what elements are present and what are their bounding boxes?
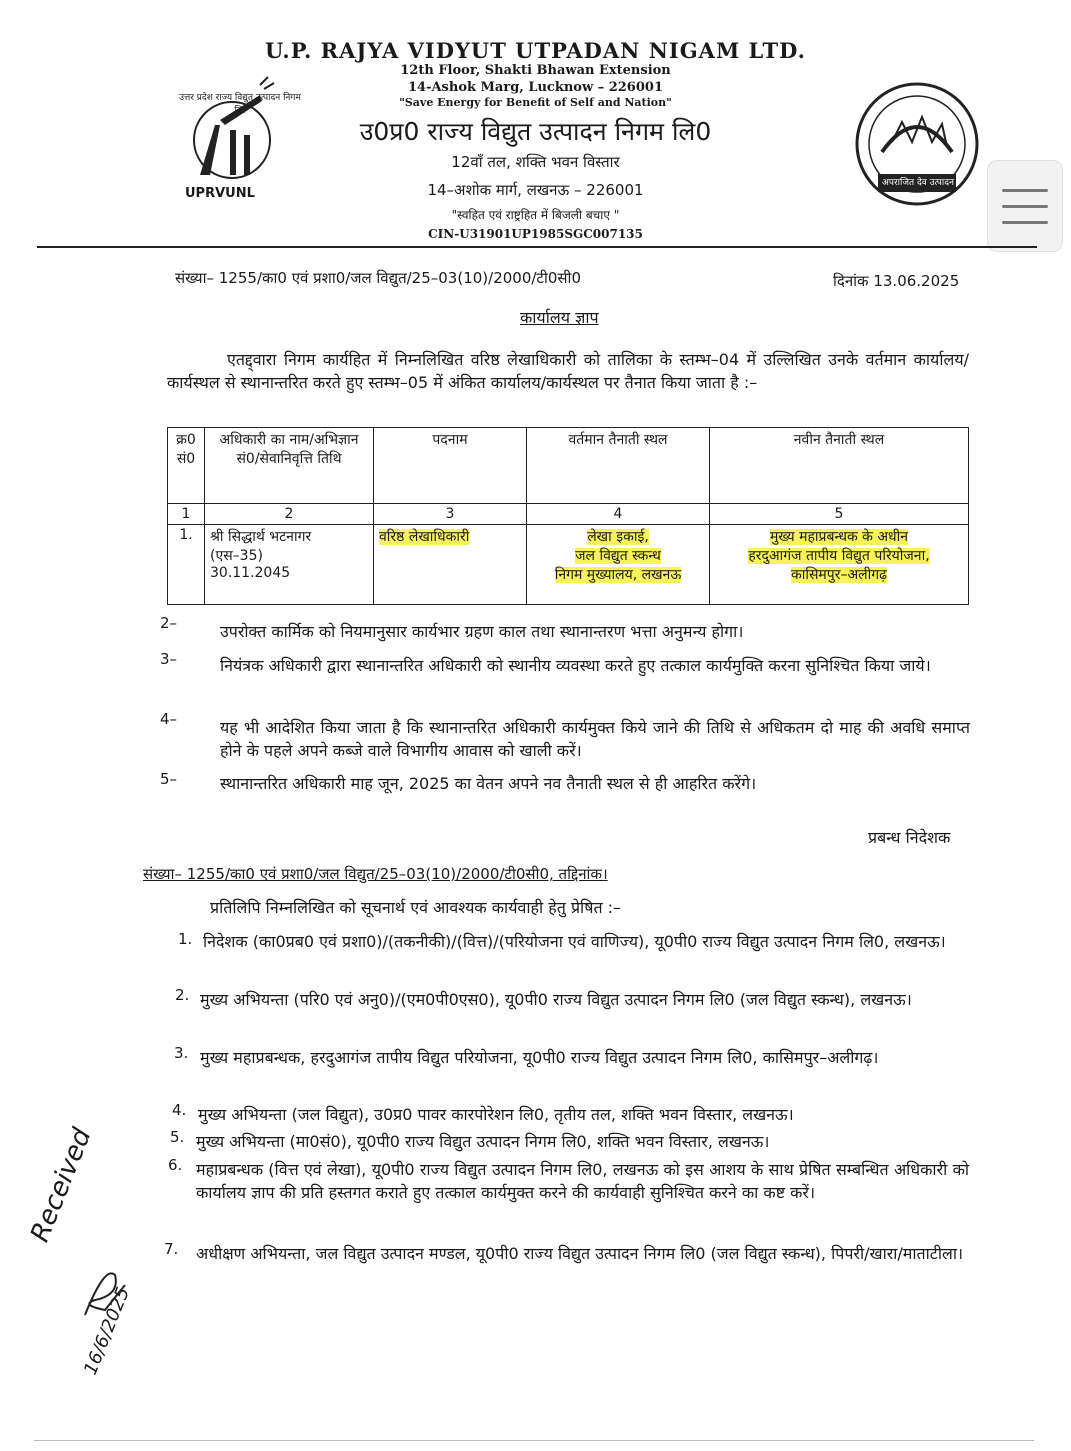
col-number: 1 (168, 504, 205, 525)
copy-intro: प्रतिलिपि निम्नलिखित को सूचनार्थ एवं आवश्यक कार्यवाही हेतु प्रेषित :– (210, 898, 622, 917)
header-sno: क्र0 सं0 (168, 428, 205, 504)
logo-caption: UPRVUNL (185, 186, 255, 201)
copy-item-number: 1. (178, 930, 193, 948)
seal-text: अपराजित देव उत्पादन (882, 178, 954, 188)
copy-item-text: मुख्य अभियन्ता (मा0सं0), यू0पी0 राज्य विद्युत उत्पादन निगम लि0, शक्ति भवन विस्तार, लखनऊ। (196, 1132, 770, 1151)
letterhead-divider (37, 246, 1037, 248)
handwritten-date: 16/6/2025 (80, 1284, 135, 1378)
cin-number: CIN-U31901UP1985SGC007135 (428, 227, 643, 241)
reference-number: संख्या– 1255/का0 एवं प्रशा0/जल विद्युत/25–03(10)/2000/टी0सी0 (175, 269, 581, 287)
header-name: अधिकारी का नाम/अभिज्ञान सं0/सेवानिवृत्ति तिथि (205, 428, 374, 504)
copy-item-number: 2. (175, 986, 190, 1004)
header-new-posting: नवीन तैनाती स्थल (710, 428, 969, 504)
copy-item-number: 4. (172, 1101, 187, 1119)
copy-item-text: मुख्य अभियन्ता (जल विद्युत), उ0प्र0 पावर कारपोरेशन लि0, तृतीय तल, शक्ति भवन विस्तार, लखनऊ। (198, 1105, 794, 1124)
current-posting-line-1: लेखा इकाई, (587, 529, 649, 545)
slogan-en: "Save Energy for Benefit of Self and Nation" (399, 96, 672, 109)
point-number: 5– (160, 770, 178, 788)
logo-ring-text: उत्तर प्रदेश राज्य विद्युत उत्पादन निगम लि. (179, 93, 301, 116)
officer-cell (205, 525, 374, 605)
current-posting-line-2: जल विद्युत स्कन्ध (575, 548, 661, 564)
point-text: यह भी आदेशित किया जाता है कि स्थानान्तरित अधिकारी कार्यमुक्त किये जाने की तिथि से अधिकतम दो माह की अवधि समाप्त होने के पहले अपने कब्जे वाले विभागीय आवास को खाली करें। (220, 718, 970, 760)
address-en-2: 14-Ashok Marg, Lucknow – 226001 (407, 80, 663, 95)
copy-item-text: अधीक्षण अभियन्ता, जल विद्युत उत्पादन मण्डल, यू0पी0 राज्य विद्युत उत्पादन निगम लि0 (जल विद्युत स्कन्ध), पिपरी/खारा/माताटीला। (196, 1244, 964, 1263)
officer-designation: वरिष्ठ लेखाधिकारी (379, 529, 470, 545)
address-hi-1: 12वाँ तल, शक्ति भवन विस्तार (451, 153, 620, 171)
company-name-hi: उ0प्र0 राज्य विद्युत उत्पादन निगम लि0 (359, 117, 712, 146)
point-number: 3– (160, 650, 178, 668)
table-row (168, 525, 969, 605)
header-current-posting: वर्तमान तैनाती स्थल (527, 428, 710, 504)
signatory-title: प्रबन्ध निदेशक (868, 828, 951, 847)
copy-reference: संख्या– 1255/का0 एवं प्रशा0/जल विद्युत/25–03(10)/2000/टी0सी0, तद्दिनांक। (143, 865, 608, 883)
hamburger-bar (1002, 221, 1048, 224)
copy-item-number: 6. (168, 1156, 183, 1174)
transfer-table (167, 427, 969, 605)
officer-name: श्री सिद्धार्थ भटनागर (210, 529, 312, 545)
point-text: उपरोक्त कार्मिक को नियमानुसार कार्यभार ग्रहण काल तथा स्थानान्तरण भत्ता अनुमन्य होगा। (220, 622, 744, 641)
point-number: 2– (160, 614, 178, 632)
handwritten-received-note (20, 1124, 190, 1378)
row-sno: 1. (168, 525, 205, 605)
col-number: 5 (710, 504, 969, 525)
designation-cell (374, 525, 527, 605)
col-number: 2 (205, 504, 374, 525)
point-number: 4– (160, 710, 178, 728)
handwritten-received: Received (25, 1124, 98, 1247)
copy-item-number: 5. (170, 1128, 185, 1146)
new-posting-line-1: मुख्य महाप्रबन्धक के अधीन (769, 529, 909, 545)
header-designation: पदनाम (374, 428, 527, 504)
company-name-en: U.P. RAJYA VIDYUT UTPADAN NIGAM LTD. (265, 38, 806, 63)
officer-id: (एस–35) (210, 548, 263, 564)
copy-item-text: निदेशक (का0प्रब0 एवं प्रशा0)/(तकनीकी)/(वित्त)/(परियोजना एवं वाणिज्य), यू0पी0 राज्य विद्युत उत्पादन निगम लि0, लखनऊ। (203, 932, 946, 951)
new-posting-cell (710, 525, 969, 605)
copy-item-text: मुख्य अभियन्ता (परि0 एवं अनु0)/(एम0पी0एस0), यू0पी0 राज्य विद्युत उत्पादन निगम लि0 (जल विद्युत स्कन्ध), लखनऊ। (200, 990, 912, 1009)
new-posting-line-3: कासिमपुर–अलीगढ़ (790, 567, 888, 583)
document-date: दिनांक 13.06.2025 (833, 272, 960, 290)
current-posting-cell (527, 525, 710, 605)
current-posting-line-3: निगम मुख्यालय, लखनऊ (554, 567, 682, 583)
point-text: नियंत्रक अधिकारी द्वारा स्थानान्तरित अधिकारी को स्थानीय व्यवस्था करते हुए तत्काल कार्यमुक्ति करना सुनिश्चित किया जाये। (220, 656, 931, 675)
hamburger-bar (1002, 205, 1048, 208)
document-subject: कार्यालय ज्ञाप (520, 308, 599, 327)
point-text: स्थानान्तरित अधिकारी माह जून, 2025 का वेतन अपने नव तैनाती स्थल से ही आहरित करेंगे। (220, 774, 757, 793)
copy-item-text: महाप्रबन्धक (वित्त एवं लेखा), यू0पी0 राज्य विद्युत उत्पादन निगम लि0, लखनऊ को इस आशय के साथ प्रेषित सम्बन्धित अधिकारी को कार्यालय ज्ञाप की प्रति हस्तगत कराते हुए तत्काल कार्यमुक्त करने की कार्यवाही सुनिश्चित करने का कष्ट करें। (196, 1160, 969, 1202)
address-en-1: 12th Floor, Shakti Bhawan Extension (400, 63, 671, 78)
seal-emblem (852, 82, 982, 217)
signature-scribble (75, 1255, 135, 1325)
col-number: 4 (527, 504, 710, 525)
address-hi-2: 14–अशोक मार्ग, लखनऊ – 226001 (427, 181, 644, 199)
menu-button[interactable] (987, 160, 1063, 252)
copy-item-number: 3. (174, 1044, 189, 1062)
intro-paragraph: एतद्द्वारा निगम कार्यहित में निम्नलिखित वरिष्ठ लेखाधिकारी को तालिका के स्तम्भ–04 में उल्लिखित उनके वर्तमान कार्यालय/कार्यस्थल से स्थानान्तरित करते हुए स्तम्भ–05 में अंकित कार्यालय/कार्यस्थल पर तैनात किया जाता है :– (167, 350, 969, 392)
page-edge (34, 1440, 1034, 1441)
col-number: 3 (374, 504, 527, 525)
new-posting-line-2: हरदुआगंज तापीय विद्युत परियोजना, (748, 548, 930, 564)
officer-retirement-date: 30.11.2045 (210, 565, 291, 581)
slogan-hi: "स्वहित एवं राष्ट्रहित में बिजली बचाए " (451, 208, 620, 222)
copy-item-number: 7. (164, 1240, 179, 1258)
copy-item-text: मुख्य महाप्रबन्धक, हरदुआगंज तापीय विद्युत परियोजना, यू0पी0 राज्य विद्युत उत्पादन निगम लि0, कासिमपुर–अलीगढ़। (200, 1048, 879, 1067)
hamburger-icon (1002, 189, 1048, 192)
